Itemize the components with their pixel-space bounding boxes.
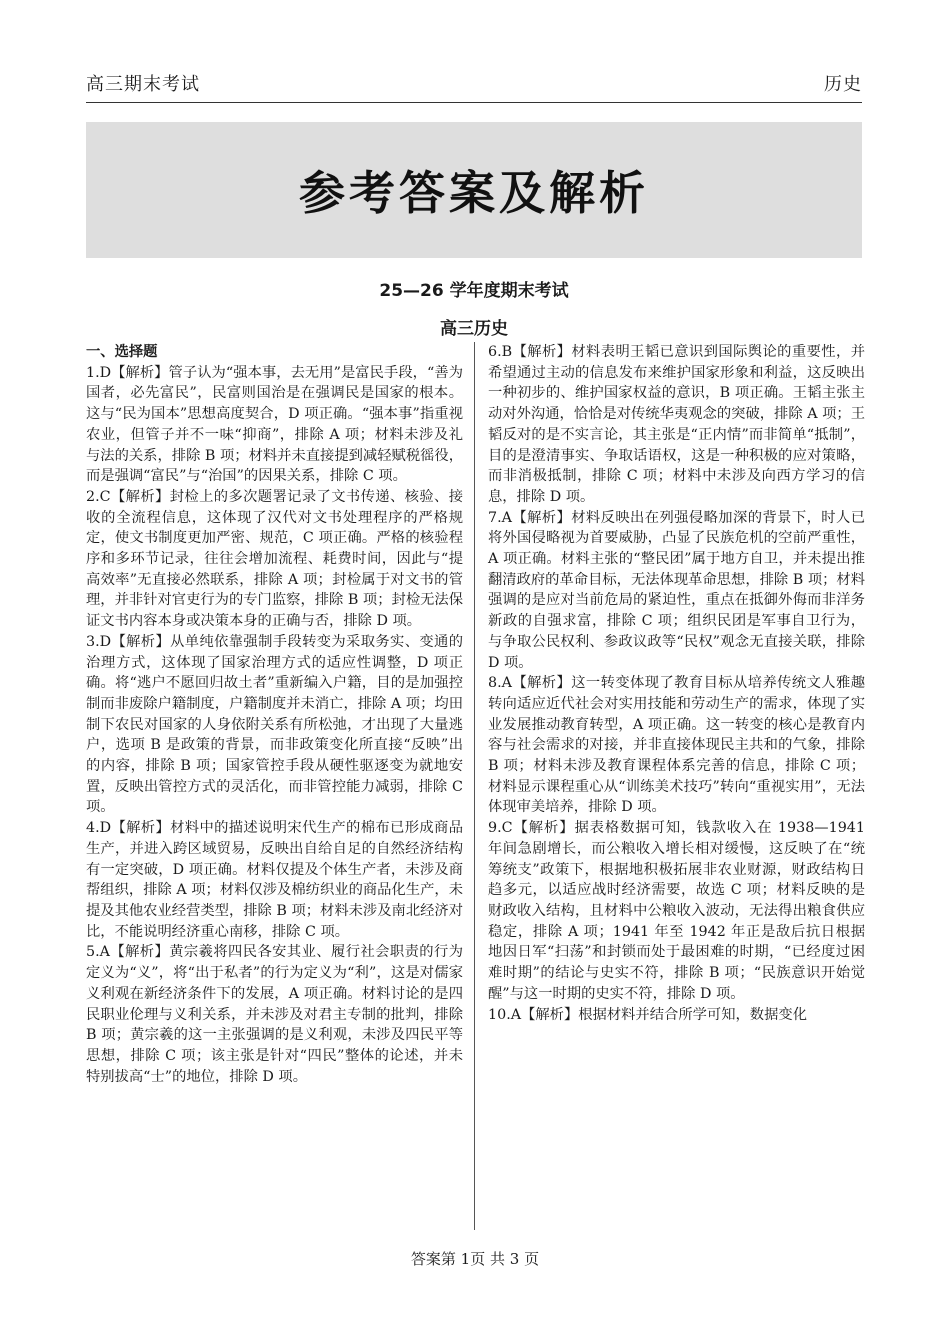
header-subject: 历史 — [824, 74, 862, 95]
section-title: 一、选择题 — [86, 344, 158, 360]
header-exam-name: 高三期末考试 — [86, 74, 200, 95]
answer-9: 9.C【解析】据表格数据可知，钱款收入在 1938—1941 年间急剧增长，而公粮收入增长相对缓慢，这反映了在“统筹统支”政策下，根据地积极拓展非农业财源，财政结构日趋多元，以适应战时经济需要，故选 C 项；材料反映的是财政收入结构，且材料中公粮收入波动，无法得出粮食供应稳定，排除 A 项；1941 年至 1942 年正是敌后抗日根据地因日军“扫荡”和封锁而处于最困难的时期，“已经度过困难时期”的结论与史实不符，排除 B 项；“民族意识开始觉醒”与这一时期的史实不符，排除 D 项。 — [488, 820, 865, 1002]
answer-7: 7.A【解析】材料反映出在列强侵略加深的背景下，时人已将外国侵略视为首要威胁，凸显了民族危机的空前严重性，A 项正确。材料主张的“整民团”属于地方自卫，并未提出推翻清政府的革命目标，无法体现革命思想，排除 B 项；材料强调的是应对当前危局的紧迫性，重点在抵御外侮而非洋务新政的自强求富，排除 C 项；组织民团是军事自卫行为，与争取公民权利、参政议政等“民权”观念无直接关联，排除 D 项。 — [488, 509, 866, 671]
column-divider — [474, 342, 475, 1230]
answer-6: 6.B【解析】材料表明王韬已意识到国际舆论的重要性，并希望通过主动的信息发布来维护国家形象和利益，这反映出一种初步的、维护国家权益的意识，B 项正确。王韬主张主动对外沟通，恰恰是对传统华夷观念的突破，排除 A 项；王韬反对的是不实言论，其主张是“正内情”而非简单“抵制”，目的是澄清事实、争取话语权，这是一种积极的应对策略，而非消极抵制，排除 C 项；材料中未涉及向西方学习的信息，排除 D 项。 — [488, 344, 865, 505]
right-column — [488, 342, 865, 1025]
answer-2: 2.C【解析】封检上的多次题署记录了文书传递、核验、接收的全流程信息，这体现了汉代对文书处理程序的严格规定，使文书制度更加严密、规范，C 项正确。严格的核验程序和多环节记录，往往会增加流程、耗费时间，因此与“提高效率”无直接必然联系，排除 A 项；封检属于对文书的管理，并非针对官吏行为的专门监察，排除 B 项；封检无法保证文书内容本身或决策本身的正确与否，排除 D 项。 — [86, 488, 464, 630]
exam-grade-subject: 高三历史 — [440, 319, 508, 339]
answer-8: 8.A【解析】这一转变体现了教育目标从培养传统文人雅趣转向适应近代社会对实用技能和劳动生产的需求，体现了实业发展推动教育转型，A 项正确。这一转变的核心是教育内容与社会需求的对接，并非直接体现民主共和的气象，排除 B 项；材料未涉及教育课程体系完善的信息，排除 C 项；材料显示课程重心从“训练美术技巧”转向“重视实用”，无法体现审美培养，排除 D 项。 — [488, 675, 865, 816]
page-header — [86, 62, 862, 103]
page-title: 参考答案及解析 — [299, 166, 649, 220]
title-banner — [86, 122, 862, 258]
exam-year-title: 25—26 学年度期末考试 — [379, 281, 569, 301]
answer-10: 10.A【解析】根据材料并结合所学可知，数据变化 — [488, 1006, 807, 1023]
answer-5: 5.A【解析】黄宗羲将四民各安其业、履行社会职责的行为定义为“义”，将“出于私者”的行为定义为“利”，这是对儒家义利观在新经济条件下的发展，A 项正确。材料讨论的是四民职业伦理与义利关系，并未涉及对君主专制的批判，排除 B 项；黄宗羲的这一主张强调的是义利观，未涉及四民平等思想，排除 C 项；该主张是针对“四民”整体的论述，并未特别拔高“士”的地位，排除 D 项。 — [86, 944, 463, 1085]
answer-3: 3.D【解析】从单纯依靠强制手段转变为采取务实、变通的治理方式，这体现了国家治理方式的适应性调整，D 项正确。将“逃户不愿回归故土者”重新编入户籍，目的是加强控制而非废除户籍制度，户籍制度并未消亡，排除 A 项；均田制下农民对国家的人身依附关系有所松弛，才出现了大量逃户，选项 B 是政策的背景，而非政策变化所直接“反映”出的内容，排除 B 项；国家管控手段从硬性驱逐变为就地安置，反映出管控方式的灵活化，而非管控能力减弱，排除 C 项。 — [86, 633, 463, 816]
answer-1: 1.D【解析】管子认为“强本事，去无用”是富民手段，“善为国者，必先富民”，民富则国治是在强调民是国家的根本。这与“民为国本”思想高度契合，D 项正确。“强本事”指重视农业，但管子并不一味“抑商”，排除 A 项；材料未涉及礼与法的关系，排除 B 项；材料并未直接提到减轻赋税徭役，而是强调“富民”与“治国”的因果关系，排除 C 项。 — [86, 364, 464, 485]
answer-4: 4.D【解析】材料中的描述说明宋代生产的棉布已形成商品生产，并进入跨区域贸易，反映出自给自足的自然经济结构有一定突破，D 项正确。材料仅提及个体生产者，未涉及商帮组织，排除 A 项；材料仅涉及棉纺织业的商品化生产，未提及其他农业经营类型，排除 B 项；材料未涉及南北经济对比，不能说明经济重心南移，排除 C 项。 — [86, 820, 464, 940]
left-column — [86, 342, 463, 1087]
page-footer: 答案第 1页 共 3 页 — [410, 1250, 540, 1268]
